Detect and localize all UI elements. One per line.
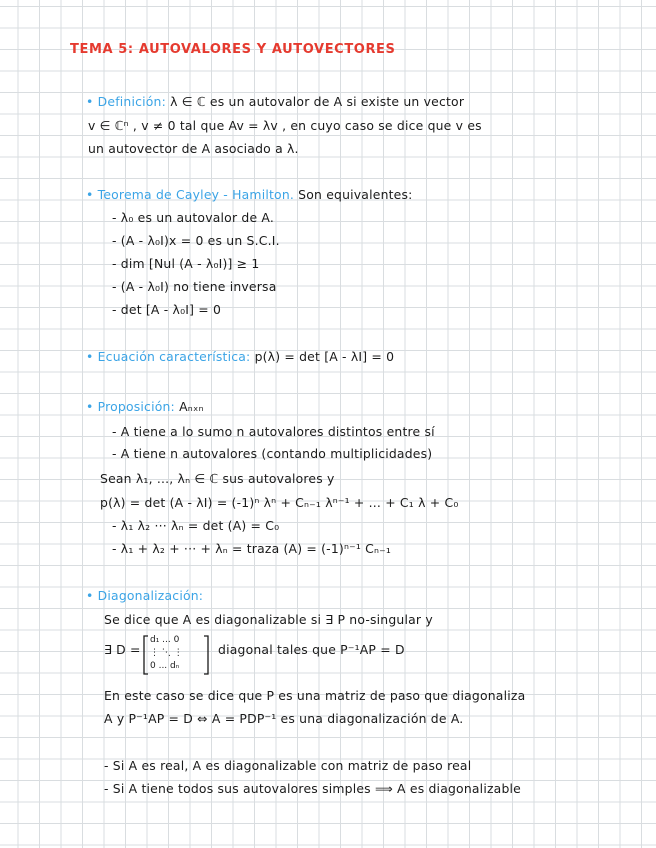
bullet: • bbox=[86, 588, 94, 603]
diagonal-line-3: En este caso se dice que P es una matriz de paso que diagonaliza bbox=[104, 688, 526, 703]
cayley-item-2: - (A - λ₀I)x = 0 es un S.C.I. bbox=[112, 233, 280, 248]
definition-text-1: λ ∈ ℂ es un autovalor de A si existe un vector bbox=[170, 94, 465, 109]
matrix-row-1: d₁ ... 0 bbox=[150, 635, 180, 645]
cayley-item-3: - dim [Nul (A - λ₀I)] ≥ 1 bbox=[112, 256, 260, 271]
cayley-item-1: - λ₀ es un autovalor de A. bbox=[112, 210, 275, 225]
diagonal-d-prefix: ∃ D = bbox=[104, 642, 141, 657]
cayley-item-4: - (A - λ₀I) no tiene inversa bbox=[112, 279, 277, 294]
page-title: TEMA 5: AUTOVALORES Y AUTOVECTORES bbox=[70, 42, 396, 57]
cayley-heading: Teorema de Cayley - Hamilton. bbox=[97, 187, 295, 202]
proposition-polynomial: p(λ) = det (A - λI) = (-1)ⁿ λⁿ + Cₙ₋₁ λⁿ⁻¹ + ... + C₁ λ + C₀ bbox=[100, 495, 459, 510]
matrix-row-2: ⋮ ⋱ ⋮ bbox=[150, 648, 183, 658]
cayley-heading-line bbox=[86, 187, 413, 202]
diagonal-d-suffix: diagonal tales que P⁻¹AP = D bbox=[218, 642, 405, 657]
proposition-matrix: Aₙₓₙ bbox=[179, 399, 204, 414]
matrix-row-3: 0 ... dₙ bbox=[150, 661, 180, 671]
cayley-intro: Son equivalentes: bbox=[298, 187, 413, 202]
equation-line bbox=[86, 349, 394, 364]
bullet: • bbox=[86, 349, 94, 364]
bullet: • bbox=[86, 94, 94, 109]
proposition-sum: - λ₁ + λ₂ + ··· + λₙ = traza (A) = (-1)ⁿ⁻¹ Cₙ₋₁ bbox=[112, 541, 392, 556]
diagonal-note-2: - Si A tiene todos sus autovalores simples ⟹ A es diagonalizable bbox=[104, 781, 521, 796]
definition-line-1 bbox=[86, 94, 464, 109]
cayley-item-5: - det [A - λ₀I] = 0 bbox=[112, 302, 222, 317]
proposition-heading: Proposición: bbox=[97, 399, 175, 414]
proposition-item-2: - A tiene n autovalores (contando multiplicidades) bbox=[112, 446, 433, 461]
diagonal-line-4: A y P⁻¹AP = D ⇔ A = PDP⁻¹ es una diagonalización de A. bbox=[104, 711, 464, 726]
equation-text: p(λ) = det [A - λI] = 0 bbox=[254, 349, 395, 364]
bullet: • bbox=[86, 187, 94, 202]
diagonal-heading-line bbox=[86, 588, 203, 603]
proposition-heading-line bbox=[86, 399, 204, 414]
definition-line-3: un autovector de A asociado a λ. bbox=[88, 141, 299, 156]
diagonal-line-1: Se dice que A es diagonalizable si ∃ P no-singular y bbox=[104, 612, 433, 627]
proposition-product: - λ₁ λ₂ ··· λₙ = det (A) = C₀ bbox=[112, 518, 280, 533]
proposition-item-1: - A tiene a lo sumo n autovalores distintos entre sí bbox=[112, 424, 435, 439]
bullet: • bbox=[86, 399, 94, 414]
proposition-sean: Sean λ₁, ..., λₙ ∈ ℂ sus autovalores y bbox=[100, 471, 335, 486]
equation-heading: Ecuación característica: bbox=[97, 349, 251, 364]
definition-heading: Definición: bbox=[97, 94, 166, 109]
diagonal-note-1: - Si A es real, A es diagonalizable con matriz de paso real bbox=[104, 758, 472, 773]
diagonal-heading: Diagonalización: bbox=[97, 588, 204, 603]
definition-line-2: v ∈ ℂⁿ , v ≠ 0 tal que Av = λv , en cuyo caso se dice que v es bbox=[88, 118, 482, 133]
